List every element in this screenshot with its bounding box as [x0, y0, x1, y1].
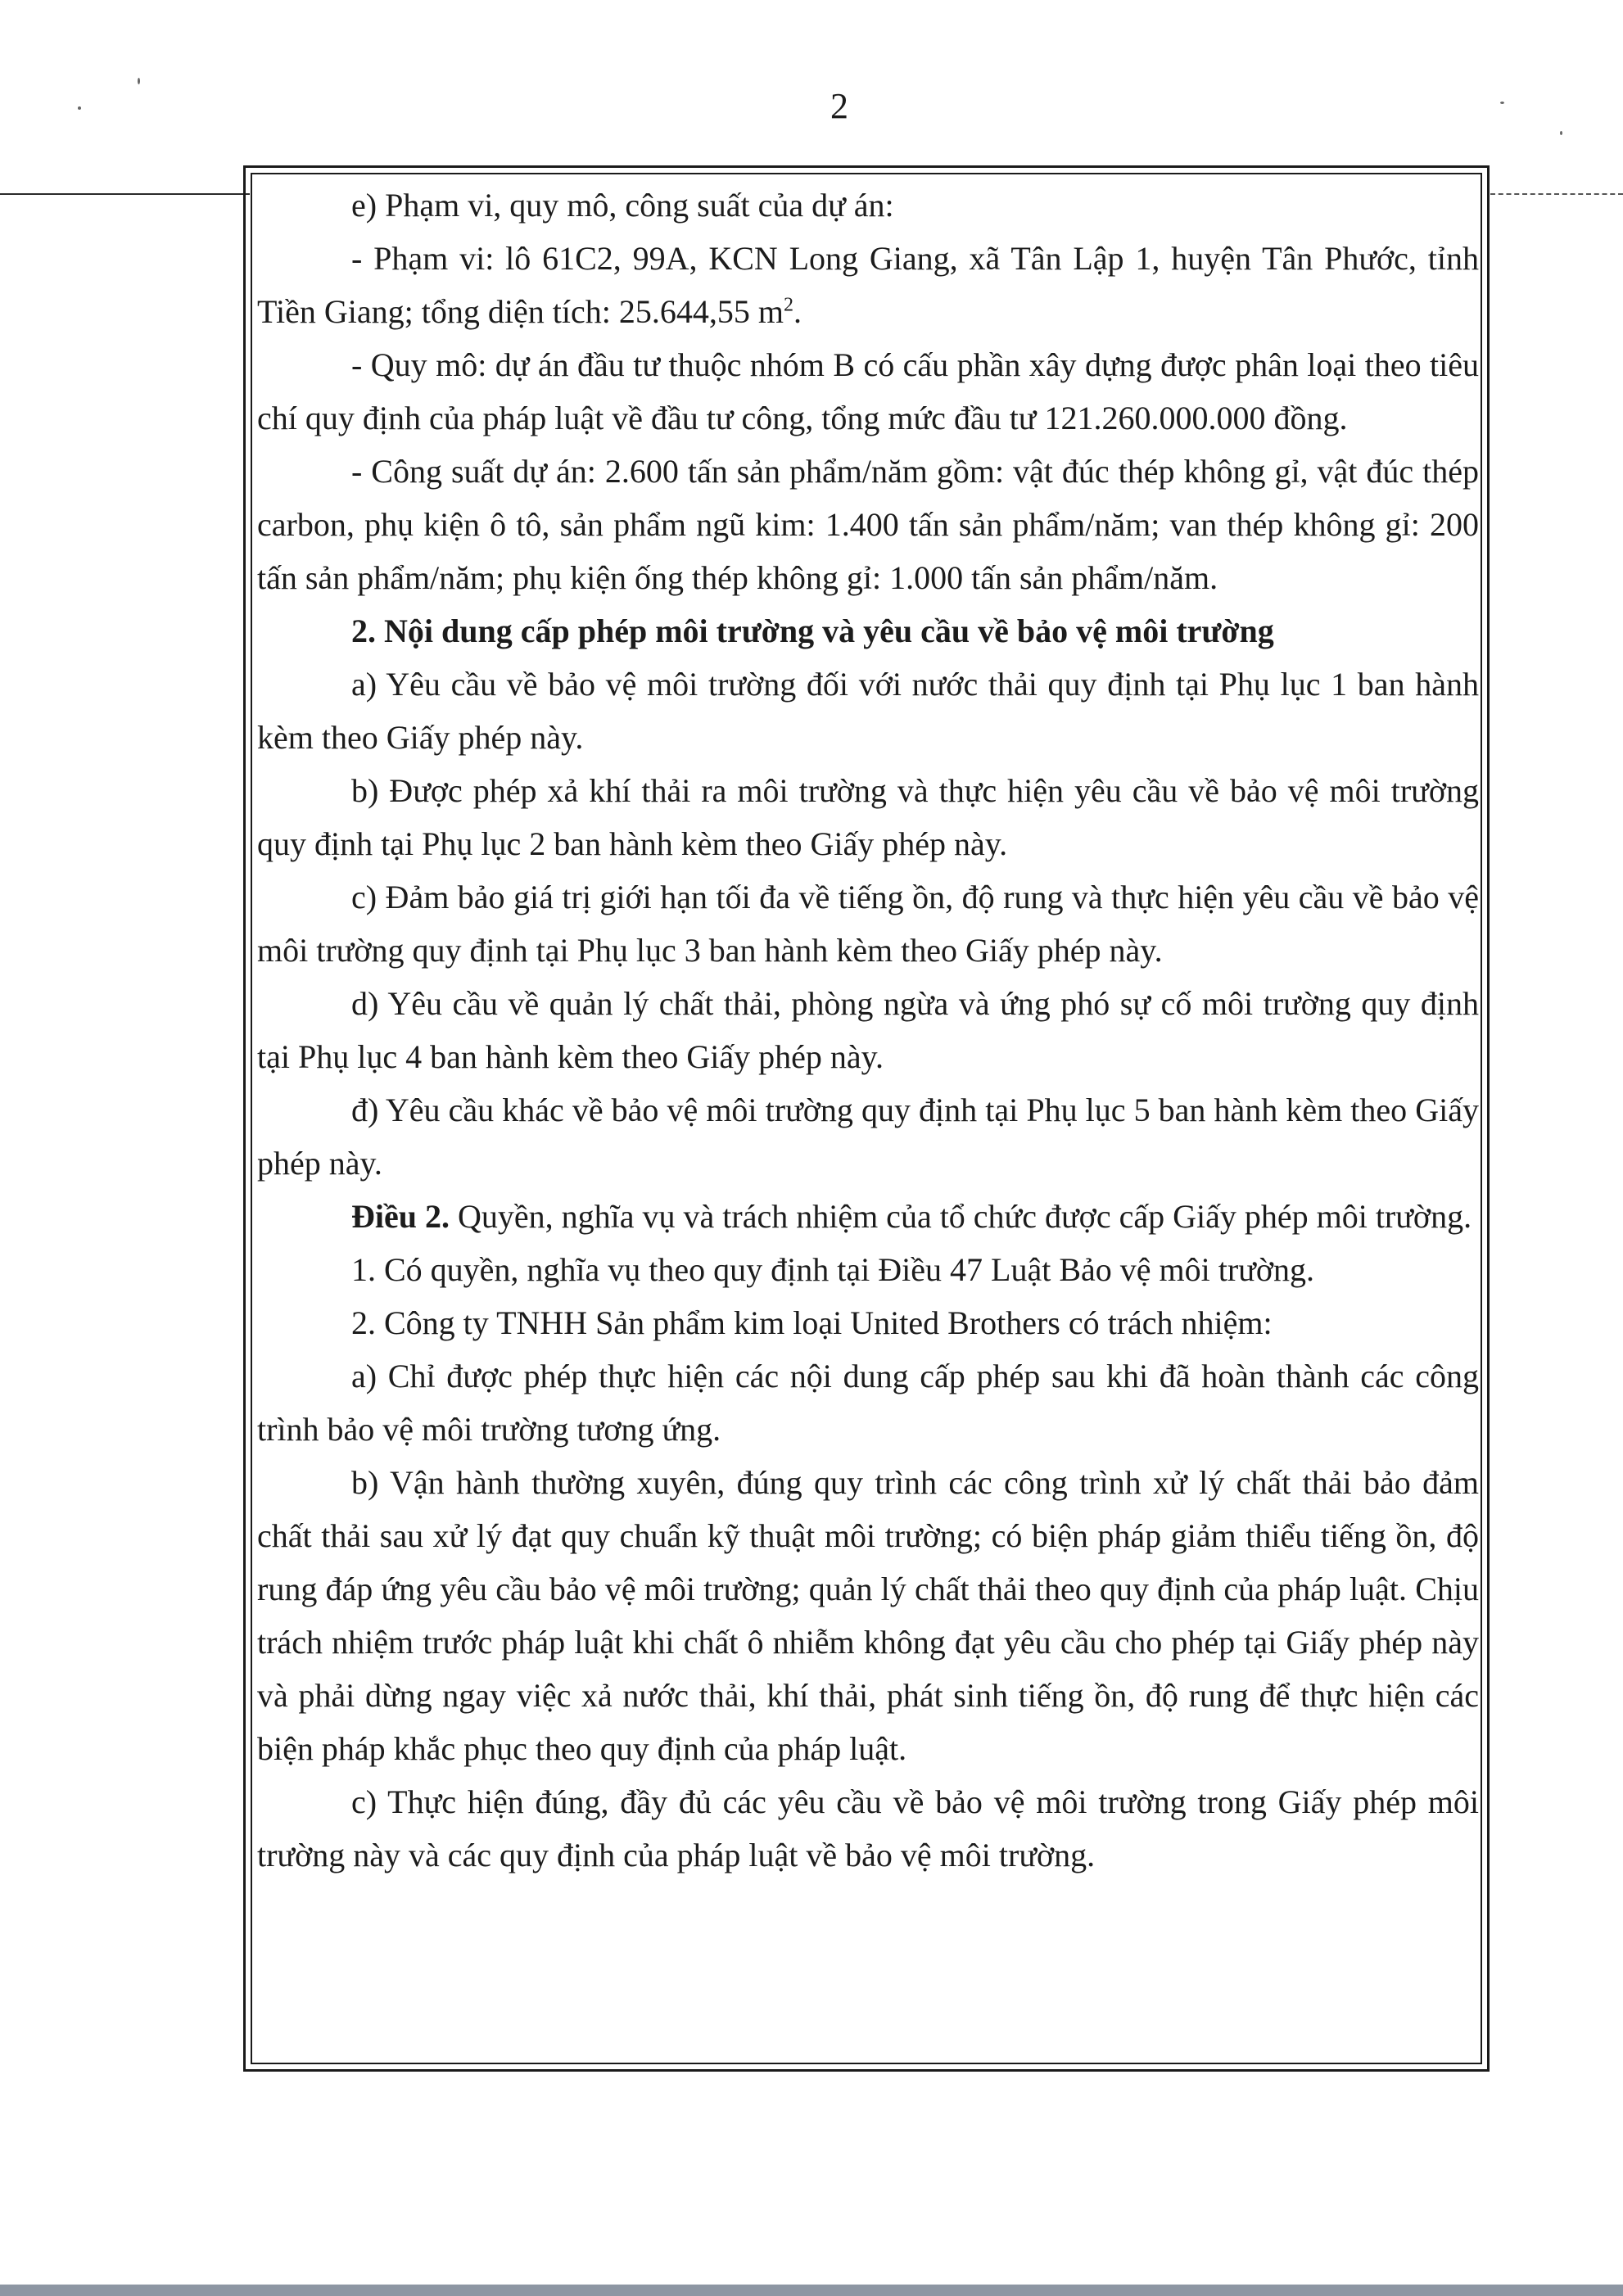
document-body — [257, 179, 1479, 1882]
scan-speck — [1500, 102, 1504, 104]
paragraph-item-c-noise: c) Đảm bảo giá trị giới hạn tối đa về tiếng ồn, độ rung và thực hiện yêu cầu về bảo vệ môi trường quy định tại Phụ lục 3 ban hành kèm theo Giấy phép này. — [257, 879, 1479, 969]
paragraph-scale: - Quy mô: dự án đầu tư thuộc nhóm B có cấu phần xây dựng được phân loại theo tiêu chí quy định của pháp luật về đầu tư công, tổng mức đầu tư 121.260.000.000 đồng. — [257, 346, 1479, 436]
paragraph-item-a-wastewater: a) Yêu cầu về bảo vệ môi trường đối với nước thải quy định tại Phụ lục 1 ban hành kèm theo Giấy phép này. — [257, 666, 1479, 756]
paragraph-article2-item1: 1. Có quyền, nghĩa vụ theo quy định tại Điều 47 Luật Bảo vệ môi trường. — [351, 1251, 1314, 1288]
section-heading-scope: e) Phạm vi, quy mô, công suất của dự án: — [351, 187, 894, 224]
paragraph-capacity: - Công suất dự án: 2.600 tấn sản phẩm/năm gồm: vật đúc thép không gỉ, vật đúc thép carbon, phụ kiện ô tô, sản phẩm ngũ kim: 1.400 tấn sản phẩm/năm; van thép không gỉ: 200 tấn sản phẩm/năm; phụ kiện ống thép không gỉ: 1.000 tấn sản phẩm/năm. — [257, 453, 1479, 596]
scan-speck — [138, 78, 140, 84]
paragraph-item-dd-other: đ) Yêu cầu khác về bảo vệ môi trường quy định tại Phụ lục 5 ban hành kèm theo Giấy phép này. — [257, 1092, 1479, 1182]
horizontal-rule-left — [0, 193, 250, 195]
paragraph-article2-item2c: c) Thực hiện đúng, đầy đủ các yêu cầu về bảo vệ môi trường trong Giấy phép môi trường này và các quy định của pháp luật về bảo vệ môi trường. — [257, 1783, 1479, 1873]
section-heading-permit-content: 2. Nội dung cấp phép môi trường và yêu cầu về bảo vệ môi trường — [351, 612, 1274, 649]
scan-speck — [78, 106, 81, 110]
scan-speck — [1560, 131, 1562, 135]
page-number: 2 — [830, 86, 848, 126]
paragraph-article2-item2b: b) Vận hành thường xuyên, đúng quy trình các công trình xử lý chất thải bảo đảm chất thải sau xử lý đạt quy chuẩn kỹ thuật môi trường; có biện pháp giảm thiểu tiếng ồn, độ rung đáp ứng yêu cầu bảo vệ môi trường; quản lý chất thải theo quy định của pháp luật. Chịu trách nhiệm trước pháp luật khi chất ô nhiễm không đạt yêu cầu cho phép tại Giấy phép này và phải dừng ngay việc xả nước thải, khí thải, phát sinh tiếng ồn, độ rung để thực hiện các biện pháp khắc phục theo quy định của pháp luật. — [257, 1464, 1479, 1767]
paragraph-item-b-emissions: b) Được phép xả khí thải ra môi trường và thực hiện yêu cầu về bảo vệ môi trường quy định tại Phụ lục 2 ban hành kèm theo Giấy phép này. — [257, 772, 1479, 862]
horizontal-rule-right — [1490, 193, 1623, 195]
paragraph-scope: - Phạm vi: lô 61C2, 99A, KCN Long Giang, xã Tân Lập 1, huyện Tân Phước, tỉnh Tiền Giang; tổng diện tích: 25.644,55 $m^2$. — [257, 240, 1479, 330]
paragraph-article2-item2: 2. Công ty TNHH Sản phẩm kim loại United Brothers có trách nhiệm: — [351, 1304, 1273, 1341]
scan-edge-bar — [0, 2285, 1623, 2296]
paragraph-article2-item2a: a) Chỉ được phép thực hiện các nội dung cấp phép sau khi đã hoàn thành các công trình bảo vệ môi trường tương ứng. — [257, 1358, 1479, 1448]
article-2-heading: Điều 2. Quyền, nghĩa vụ và trách nhiệm của tổ chức được cấp Giấy phép môi trường. — [351, 1198, 1472, 1235]
paragraph-item-d-waste: d) Yêu cầu về quản lý chất thải, phòng ngừa và ứng phó sự cố môi trường quy định tại Phụ lục 4 ban hành kèm theo Giấy phép này. — [257, 985, 1479, 1075]
